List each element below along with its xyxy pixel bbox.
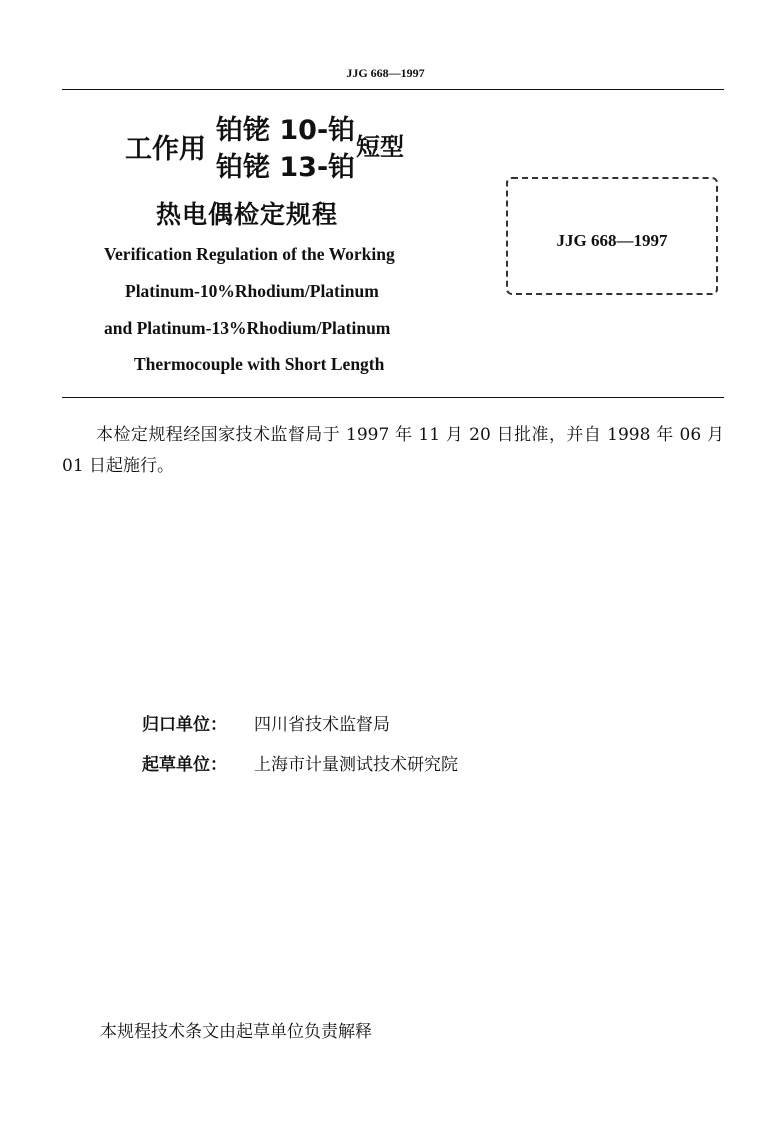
standard-code-box (506, 177, 718, 295)
title-suffix: 短型 (356, 133, 404, 161)
approval-statement: 本检定规程经国家技术监督局于 1997 年 11 月 20 日批准，并自 1998 年 06 月 01 日起施行。 (62, 425, 724, 476)
unit-label: 归口单位： (142, 715, 227, 735)
interpretation-note: 本规程技术条文由起草单位负责解释 (100, 1022, 372, 1042)
title-subtitle: 热电偶检定规程 (156, 200, 339, 229)
english-title-line-2: Platinum-10%Rhodium/Platinum (125, 281, 379, 301)
unit-value: 四川省技术监督局 (254, 715, 390, 735)
standard-code-box-text: JJG 668—1997 (556, 231, 668, 250)
english-title-line-1: Verification Regulation of the Working (104, 244, 395, 264)
title-prefix: 工作用 (125, 134, 206, 165)
english-title-line-4: Thermocouple with Short Length (134, 354, 385, 374)
title-line-top: 铂铑 10-铂 (216, 115, 356, 146)
unit-row-responsible (142, 710, 390, 735)
unit-value: 上海市计量测试技术研究院 (254, 755, 458, 775)
title-line-bottom: 铂铑 13-铂 (216, 152, 356, 183)
header-standard-code: JJG 668—1997 (346, 66, 425, 80)
unit-label: 起草单位： (142, 755, 227, 775)
middle-divider (62, 397, 724, 398)
english-title-line-3: and Platinum-13%Rhodium/Platinum (104, 318, 391, 338)
top-divider (62, 89, 724, 90)
unit-row-drafting (142, 750, 458, 775)
